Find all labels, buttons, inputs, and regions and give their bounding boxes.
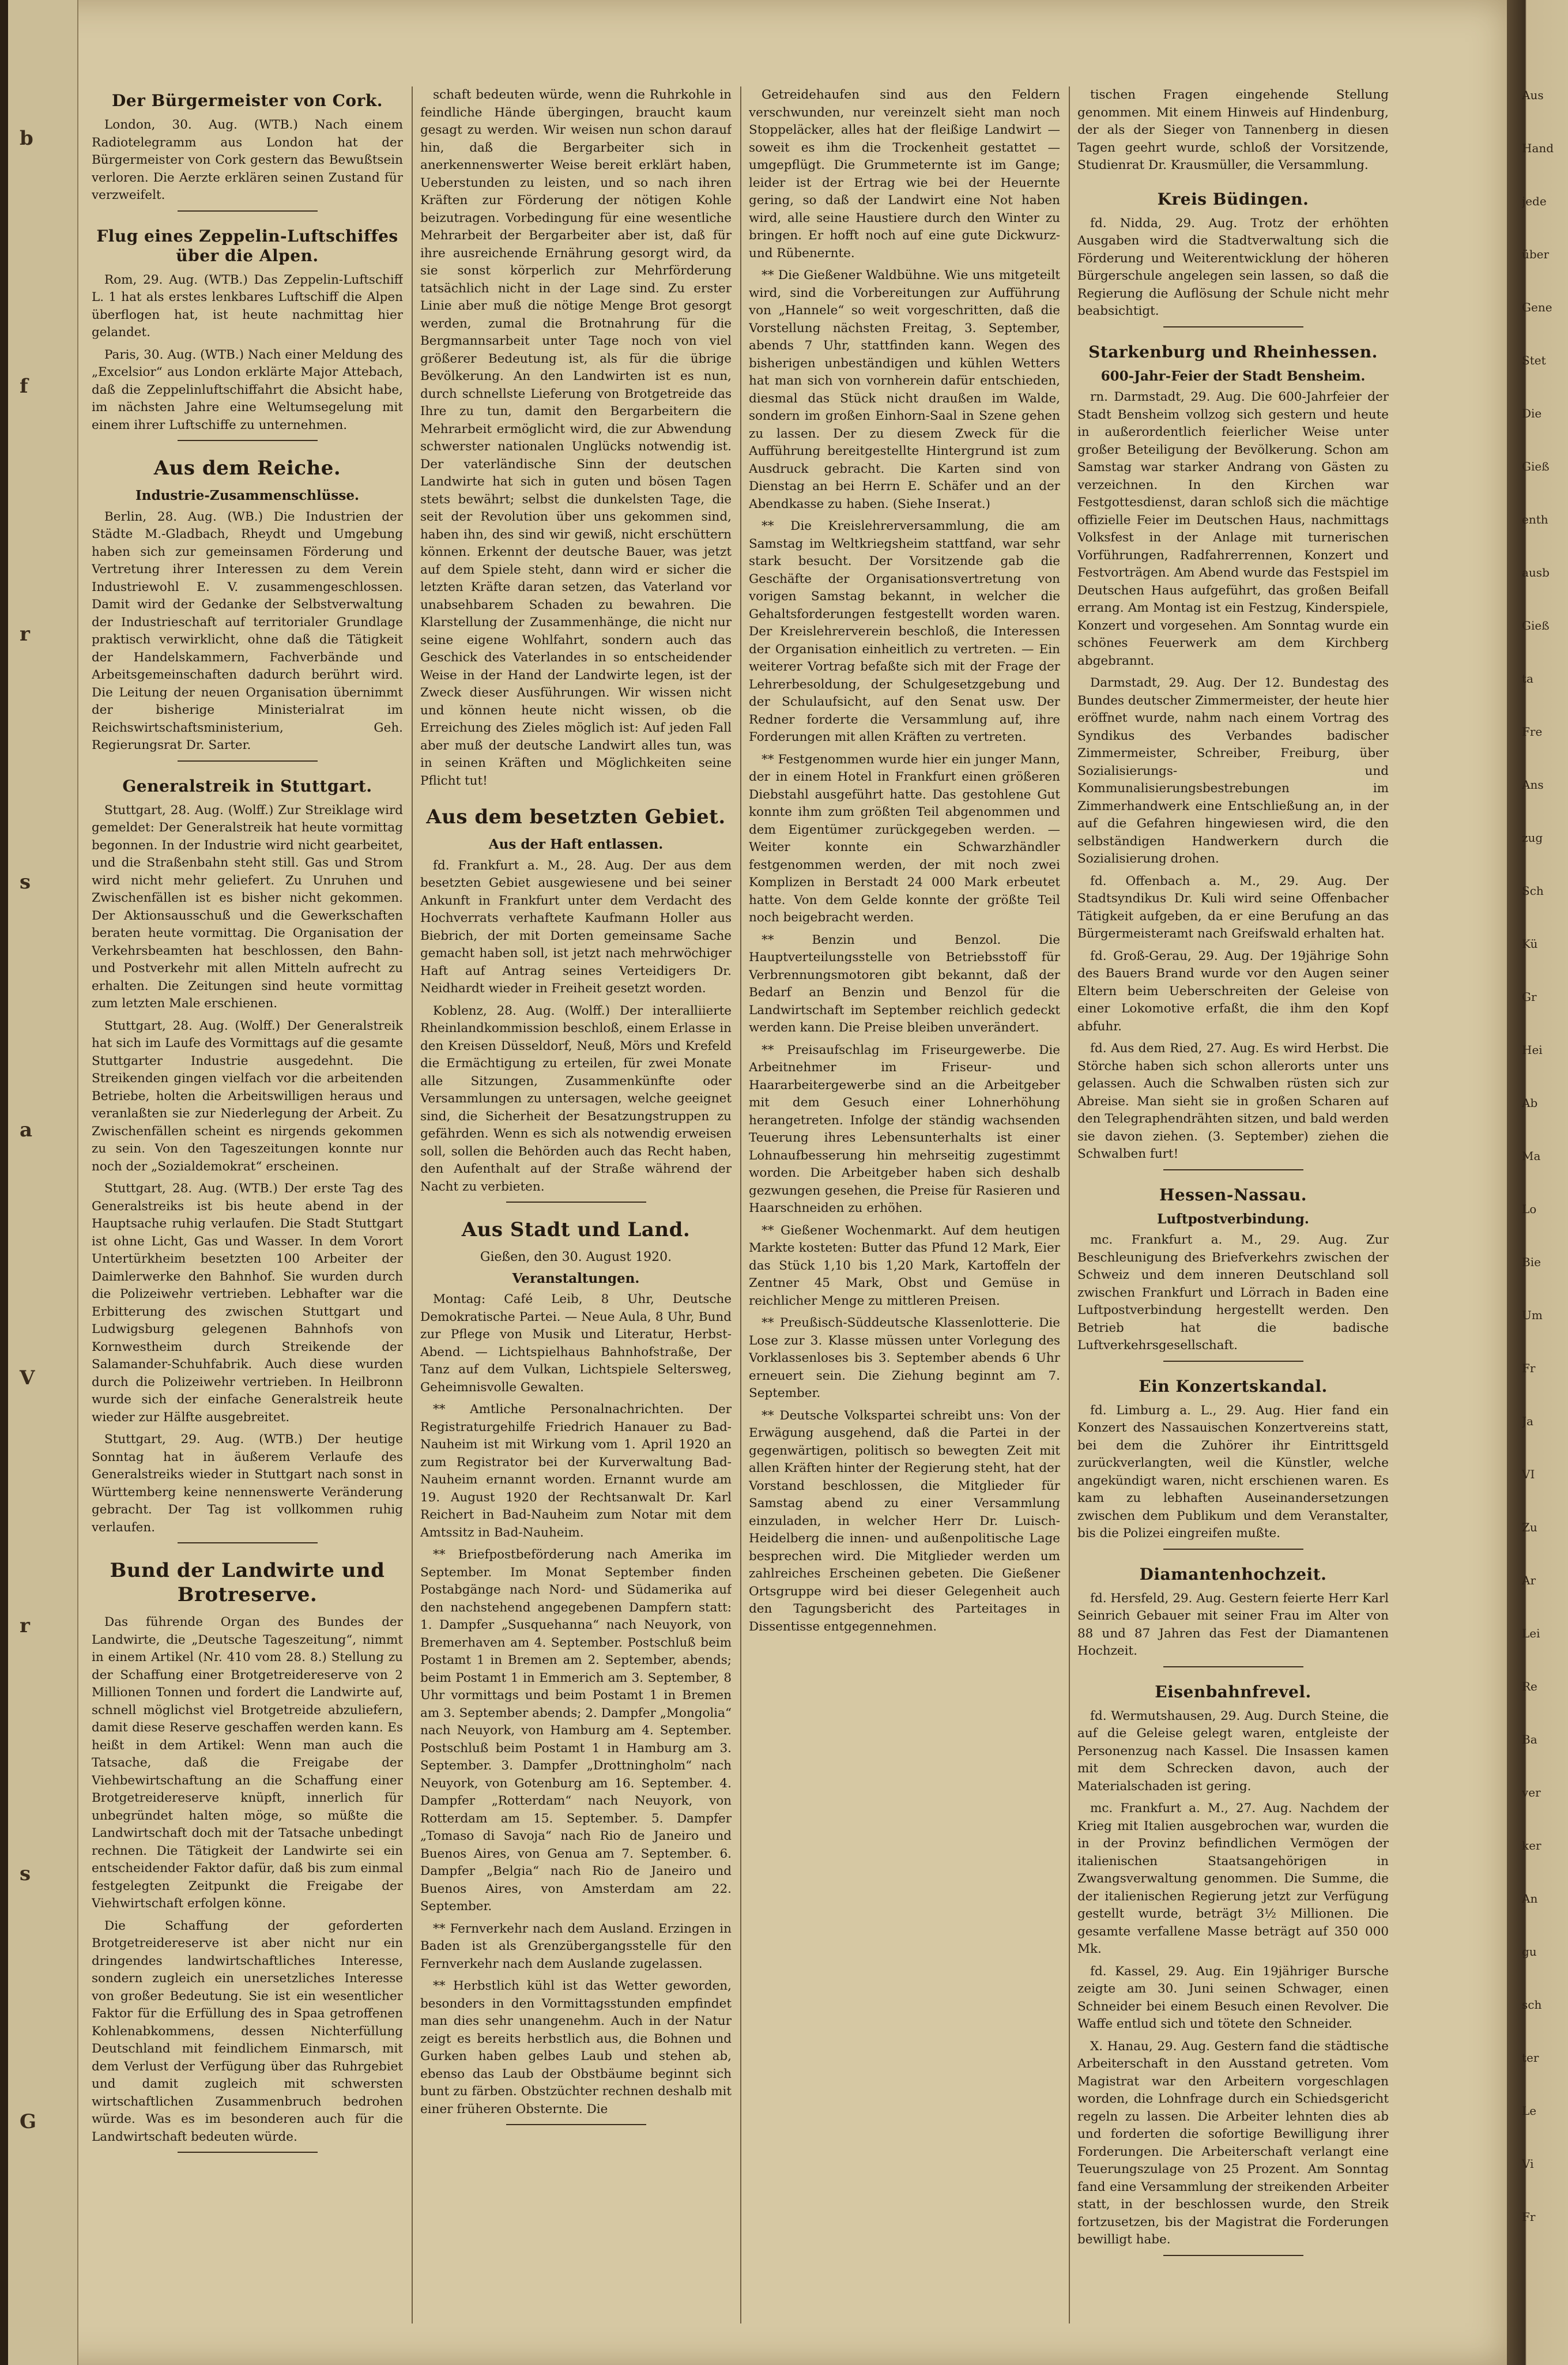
article-paragraph: Paris, 30. Aug. (WTB.) Nach einer Meldung des „Excelsior“ aus London erklärte Major Attebach, daß die Zeppelinluftschiffahrt die Absicht habe, im nächsten Jahre eine Weltumsegelung mit einem ihrer Luftschiffe zu unternehmen. <box>92 347 403 432</box>
article-paragraph: Die Schaffung der geforderten Brotgetreidereserve ist aber nicht nur ein dringendes landwirtschaftliches Interesse, sondern zugleich ein unersetzliches Interesse von großer Bedeutung. Sie ist ein wesentlicher Faktor für die Erfüllung des in Spaa getroffenen Kohlenabkommens, dessen Nichterfüllung Deutschland mit feindlichem Einmarsch, mit dem Verlust der Verfügung über das Ruhrgebiet und damit zugleich mit schwersten wirtschaftlichen Zusammenbruch bedrohen würde. Was es im besonderen auch für die Landwirtschaft bedeuten würde. <box>92 1918 403 2144</box>
fragment-word: über <box>1522 247 1550 261</box>
fragment-word: Bie <box>1522 1255 1541 1269</box>
article-dateline: Gießen, den 30. August 1920. <box>480 1250 672 1264</box>
fragment-word: sch <box>1522 1998 1542 2012</box>
article <box>1077 1565 1389 1667</box>
article <box>92 1558 403 2153</box>
fragment-word: Ba <box>1522 1733 1537 1746</box>
article-rule <box>1163 1361 1303 1362</box>
article-subhead: Luftpostverbindung. <box>1157 1211 1309 1227</box>
fragment-word: Gieß <box>1522 460 1550 473</box>
strip-letter: V <box>20 1366 35 1389</box>
fragment-word: enth <box>1522 513 1548 526</box>
article-paragraph: ** Benzin und Benzol. Die Hauptverteilungsstelle von Betriebsstoff für Verbrennungsmotoren gibt bekannt, daß der Bedarf an Benzin und Benzol für die Landwirtschaft im September reichlich gedeckt werden kann. Die Preise bleiben unverändert. <box>749 932 1060 1035</box>
article <box>92 777 403 1544</box>
article-paragraph: fd. Offenbach a. M., 29. Aug. Der Stadtsyndikus Dr. Kuli wird seine Offenbacher Tätigkeit aufgeben, da er eine Berufung an das Bürgermeisteramt nach Greifswald erhalten hat. <box>1077 873 1389 941</box>
strip-letter: G <box>20 2110 37 2133</box>
article-headline: Hessen-Nassau. <box>1159 1185 1307 1204</box>
article-paragraph: tischen Fragen eingehende Stellung genommen. Mit einem Hinweis auf Hindenburg, der als der Sieger von Tannenberg in diesen Tagen geehrt wurde, schloß der Vorsitzende, Studienrat Dr. Krausmüller, die Versammlung. <box>1077 88 1389 172</box>
article-paragraph: X. Hanau, 29. Aug. Gestern fand die städtische Arbeiterschaft in den Ausstand getreten. Vom Magistrat war den Arbeitern vorgeschlagen worden, die Lohnfrage durch ein Schiedsgericht regeln zu lassen. Die Arbeiter lehnten dies ab und forderten die sofortige Bewilligung ihrer Forderungen. Die Arbeiterschaft verlangt eine Teuerungszulage von 25 Prozent. Am Sonntag fand eine Versammlung der streikenden Arbeiter statt, in der beschlossen wurde, den Streik fortzusetzen, bis der Magistrat die Forderungen bewilligt habe. <box>1077 2039 1389 2247</box>
article-paragraph: Koblenz, 28. Aug. (Wolff.) Der interalliierte Rheinlandkommission beschloß, einem Erlasse in den Kreisen Düsseldorf, Neuß, Mörs und Krefeld die Ermächtigung zu erteilen, für zwei Monate alle Sitzungen, Zusammenkünfte oder Versammlungen zu untersagen, welche geeignet sind, die Sicherheit der Besatzungstruppen zu gefährden. Wenn es sich als notwendig erweisen soll, sollen die Behörden auch das Recht haben, den Aufenthalt auf der Straße während der Nacht zu verbieten. <box>420 1003 732 1194</box>
article-paragraph: ** Die Kreislehrerversammlung, die am Samstag im Weltkriegsheim stattfand, war sehr stark besucht. Der Vorsitzende gab die Geschäfte der Organisationsvertretung von vorigen Samstag bekannt, in welcher die Gehaltsforderungen festgestellt worden waren. Der Kreislehrerverein beschloß, die Interessen der Organisation einheitlich zu vertreten. — Ein weiterer Vortrag befaßte sich mit der Frage der Lehrerbesoldung, der Schulgesetzgebung und der Schulaufsicht, auf den Senat usw. Der Redner forderte die Versammlung auf, ihre Forderungen mit allen Kräften zu vertreten. <box>749 519 1060 744</box>
article-rule <box>1163 1549 1303 1550</box>
strip-letter: s <box>20 1862 31 1885</box>
fragment-word: ausb <box>1522 566 1550 579</box>
article-paragraph: Montag: Café Leib, 8 Uhr, Deutsche Demokratische Partei. — Neue Aula, 8 Uhr, Bund zur Pflege von Musik und Literatur, Herbst-Abend. — Lichtspielhaus Bahnhofstraße, Der Tanz auf dem Vulkan, Lichtspiele Seltersweg, Geheimnisvolle Gewalten. <box>420 1292 732 1395</box>
article-paragraph: ** Briefpostbeförderung nach Amerika im September. Im Monat September finden Postabgänge nach Nord- und Südamerika auf den nachstehend angegebenen Dampfern statt: 1. Dampfer „Susquehanna“ nach Neuyork, von Bremerhaven am 4. September. Postschluß beim Postamt 1 in Bremen am 2. September, abends; beim Postamt 1 in Emmerich am 3. September, 8 Uhr vormittags und beim Postamt 1 in Bremen am 3. September abends; 2. Dampfer „Mongolia“ nach Neuyork, von Hamburg am 4. September. Postschluß beim Postamt 1 in Hamburg am 3. September. 3. Dampfer „Drottningholm“ nach Neuyork, von Gotenburg am 16. September. 4. Dampfer „Rotterdam“ nach Neuyork, von Rotterdam am 15. September. 5. Dampfer „Tomaso di Savoja“ nach Rio de Janeiro und Buenos Aires, von Genua am 7. September. 6. Dampfer „Belgia“ nach Rio de Janeiro und Buenos Aires, von Amsterdam am 22. September. <box>420 1547 732 1914</box>
fragment-word: ver <box>1522 1786 1541 1799</box>
article-paragraph: schaft bedeuten würde, wenn die Ruhrkohle in feindliche Hände übergingen, braucht kaum gesagt zu werden. Wir weisen nun schon darauf hin, daß die Bergarbeiter sich in anerkennenswerter Weise bereit erklärt haben, Ueberstunden zu leisten, und so nach ihren Kräften zur Förderung der nötigen Kohle beizutragen. Vorbedingung für eine wesentliche Mehrarbeit der Bergarbeiter aber ist, daß für ihre ausreichende Ernährung gesorgt wird, da sie sonst körperlich zur Mehrförderung tatsächlich nicht in der Lage sind. Zu erster Linie aber muß die nötige Menge Brot gesorgt werden, zumal die Brotnahrung für die Bergmannsarbeit unter Tage noch von viel größerer Bedeutung ist, als für die übrige Bevölkerung. An den Landwirten ist es nun, durch schnellste Lieferung von Brotgetreide das Ihre zu tun, damit den Bergarbeitern die Mehrarbeit ermöglicht wird, die zur Abwendung schwerster nationalen Unglücks notwendig ist. Der vaterländische Sinn der deutschen Landwirte hat sich in guten und bösen Tagen stets bewährt; selbst die dunkelsten Tage, die seit der Revolution über uns gekommen sind, haben ihn, des sind wir gewiß, nicht erschüttern können. Erkennt der deutsche Bauer, was jetzt auf dem Spiele steht, dann wird er sicher die letzten Kräfte daran setzen, das Vaterland vor unabsehbarem Schaden zu bewahren. Die Klarstellung der Zusammenhänge, die nicht nur seine eigene Wohlfahrt, sondern auch das Geschick des Vaterlandes in so entscheidender Weise in der Hand der Landwirte legen, ist der Zweck dieser Ausführungen. Wir wissen nicht und können heute nicht wissen, ob die Erreichung des Zieles möglich ist: Auf jeden Fall aber muß der deutsche Landwirt alles tun, was in seinen Kräften und Möglichkeiten seine Pflicht tut! <box>420 88 732 788</box>
article-rule <box>1163 1666 1303 1667</box>
fragment-word: Lei <box>1522 1626 1540 1640</box>
fragment-word: Aus <box>1522 88 1544 102</box>
column-4 <box>1077 86 1389 2335</box>
article-paragraph: fd. Groß-Gerau, 29. Aug. Der 19jährige Sohn des Bauers Brand wurde vor den Augen seiner Eltern beim Ueberschreiten der Geleise von einer Lokomotive erfaßt, die ihm den Kopf abfuhr. <box>1077 948 1389 1034</box>
article-rule <box>506 2124 646 2125</box>
fragment-word: VI <box>1522 1467 1535 1481</box>
article <box>420 805 732 1203</box>
article <box>1077 190 1389 327</box>
newspaper-page <box>8 0 1507 2365</box>
article <box>420 1218 732 2125</box>
article-rule <box>506 1202 646 1203</box>
article <box>1077 1682 1389 2256</box>
strip-letter: r <box>20 1614 30 1637</box>
article-headline: Bund der Landwirte und Brotreserve. <box>110 1559 385 1606</box>
article-headline: Diamantenhochzeit. <box>1139 1564 1327 1584</box>
article-paragraph: Das führende Organ des Bundes der Landwirte, die „Deutsche Tageszeitung“, nimmt in einem Artikel (Nr. 410 vom 28. 8.) Stellung zu der Schaffung einer Brotgetreidereserve von 2 Millionen Tonnen und fordert die Landwirte auf, schnell möglichst viel Brotgetreide abzuliefern, damit diese Reserve geschaffen werden kann. Es heißt in dem Artikel: Wenn man auch die Tatsache, daß die Freigabe der Viehbewirtschaftung an die Schaffung einer Brotgetreidereserve knüpft, innerlich für unbegründet halten möge, so müßte die Landwirtschaft doch mit der Tatsache unbedingt rechnen. Die Tätigkeit der Landwirte sei ein entscheidender Faktor dafür, daß bis zum einmal festgelegten Zeitpunkt die Freigabe der Viehwirtschaft erfolgen könne. <box>92 1615 403 1911</box>
column-divider <box>412 86 413 2323</box>
fragment-word: ter <box>1522 2051 1539 2065</box>
fragment-word: Die <box>1522 406 1542 420</box>
strip-letter: a <box>20 1119 33 1142</box>
fragment-word: Ab <box>1522 1096 1538 1110</box>
fragment-word: Re <box>1522 1679 1537 1693</box>
fragment-word: Fre <box>1522 725 1543 739</box>
article-paragraph: fd. Wermutshausen, 29. Aug. Durch Steine, die auf die Geleise gelegt waren, entgleiste der Personenzug nach Kassel. Die Insassen kamen mit dem Schrecken davon, auch der Materialschaden ist gering. <box>1077 1708 1389 1794</box>
fragment-word: Gieß <box>1522 619 1550 632</box>
fragment-word: Ma <box>1522 1149 1541 1163</box>
article-headline: Generalstreik in Stuttgart. <box>122 776 372 796</box>
article-paragraph: mc. Frankfurt a. M., 29. Aug. Zur Beschleunigung des Briefverkehrs zwischen der Schweiz und dem inneren Deutschland soll zwischen Frankfurt und Lörrach in Baden eine Luftpostverbindung hergestellt werden. Den Betrieb hat die badische Luftverkehrsgesellschaft. <box>1077 1233 1389 1353</box>
fragment-word: ker <box>1522 1839 1541 1852</box>
article-paragraph: Rom, 29. Aug. (WTB.) Das Zeppelin-Luftschiff L. 1 hat als erstes lenkbares Luftschiff die Alpen überflogen hat, ist heute nachmittag hier gelandet. <box>92 272 403 340</box>
article-paragraph: Stuttgart, 29. Aug. (WTB.) Der heutige Sonntag hat in äußerem Verlaufe des Generalstreiks wieder in Stuttgart nach sonst in Württemberg keine nennenswerte Veränderung gebracht. Der Tag ist vollkommen ruhig verlaufen. <box>92 1432 403 1535</box>
fragment-word: Ja <box>1522 1414 1533 1428</box>
fragment-word: gu <box>1522 1945 1537 1959</box>
article <box>1077 86 1389 175</box>
article <box>749 86 1060 1636</box>
article-paragraph: ** Amtliche Personalnachrichten. Der Registraturgehilfe Friedrich Hanauer zu Bad-Nauheim ist mit Wirkung vom 1. April 1920 an zum Registrator bei der Kurverwaltung Bad-Nauheim ernannt worden. Ernannt wurde am 19. August 1920 der Rechtsanwalt Dr. Karl Reichert in Bad-Nauheim zum Notar mit dem Amtssitz in Bad-Nauheim. <box>420 1402 732 1540</box>
article-subhead: Industrie-Zusammenschlüsse. <box>135 488 359 503</box>
article-paragraph: fd. Hersfeld, 29. Aug. Gestern feierte Herr Karl Seinrich Gebauer mit seiner Frau im Alter von 88 und 87 Jahren das Fest der Diamantenen Hochzeit. <box>1077 1591 1389 1658</box>
article-subhead: Veranstaltungen. <box>512 1270 640 1286</box>
fragment-word: Fr <box>1522 2210 1536 2224</box>
strip-letter: r <box>20 623 30 646</box>
column-1 <box>92 86 403 2335</box>
article-subhead: Aus der Haft entlassen. <box>488 837 664 852</box>
article <box>1077 1377 1389 1550</box>
column-divider <box>740 86 741 2323</box>
strip-letter: b <box>20 127 33 150</box>
article-paragraph: ** Gießener Wochenmarkt. Auf dem heutigen Markte kosteten: Butter das Pfund 12 Mark, Eier das Stück 1,10 bis 1,20 Mark, Kartoffeln der Zentner 45 Mark, Obst und Gemüse in reichlicher Menge zu mittleren Preisen. <box>749 1223 1060 1308</box>
column-3 <box>749 86 1060 2335</box>
fragment-word: Ar <box>1522 1573 1536 1587</box>
article-rule <box>1163 1169 1303 1170</box>
article-headline: Der Bürgermeister von Cork. <box>111 91 383 110</box>
fragment-word: Stet <box>1522 353 1546 367</box>
article-headline: Aus dem Reiche. <box>153 457 341 480</box>
fragment-word: Hei <box>1522 1043 1543 1057</box>
article-paragraph: fd. Nidda, 29. Aug. Trotz der erhöhten Ausgaben wird die Stadtverwaltung sich die Förderung und Weiterentwicklung der höheren Bürgerschule angelegen sein lassen, so daß die Regierung die Auflösung der Schule nicht mehr beabsichtigt. <box>1077 216 1389 318</box>
fragment-word: Zu <box>1522 1520 1537 1534</box>
fragment-word: Kü <box>1522 937 1538 951</box>
fragment-word: Vi <box>1522 2157 1534 2171</box>
fragment-word: jede <box>1522 194 1547 208</box>
fragment-word: ta <box>1522 672 1533 686</box>
article-headline: Ein Konzertskandal. <box>1139 1376 1328 1396</box>
adjacent-page-edge <box>8 0 78 2365</box>
article-headline: Aus Stadt und Land. <box>461 1218 691 1241</box>
article-paragraph: Stuttgart, 28. Aug. (WTB.) Der erste Tag des Generalstreiks ist bis heute abend in der Hauptsache ruhig verlaufen. Die Stadt Stuttgart ist ohne Licht, Gas und Wasser. In dem Vorort Untertürkheim besetzten 100 Arbeiter der Daimlerwerke den Bahnhof. Sie wurden durch die Polizeiwehr vertrieben. Lebhafter war die Erbitterung des zwischen Stuttgart und Ludwigsburg gelegenen Bahnhofs von Kornwestheim durch Streikende der Salamander-Schuhfabrik. Auch diese wurden durch die Polizeiwehr vertrieben. In Heilbronn wurde sich der einfache Generalstreik heute wieder zur Hälfte ausgebreitet. <box>92 1181 403 1425</box>
article <box>420 86 732 790</box>
article <box>1077 1185 1389 1362</box>
article <box>92 227 403 442</box>
article-paragraph: ** Preußisch-Süddeutsche Klassenlotterie. Die Lose zur 3. Klasse müssen unter Vorlegung des Vorklassenloses bis 3. September abends 6 Uhr erneuert sein. Die Ziehung beginnt am 7. September. <box>749 1316 1060 1400</box>
next-page-fragment <box>1522 86 1562 2335</box>
article-paragraph: ** Herbstlich kühl ist das Wetter geworden, besonders in den Vormittagsstunden empfindet man dies sehr unangenehm. Auch in der Natur zeigt es bereits herbstlich aus, die Bohnen und Gurken haben gelbes Laub und stehen ab, ebenso das Laub der Obstbäume beginnt sich bunt zu färben. Obstzüchter rechnen deshalb mit einer früheren Obsternte. Die <box>420 1979 732 2117</box>
article-rule <box>178 440 318 441</box>
article-paragraph: ** Deutsche Volkspartei schreibt uns: Von der Erwägung ausgehend, daß die Partei in der gegenwärtigen, politisch so bewegten Zeit mit allen Kräften hinter der Regierung steht, hat der Vorstand beschlossen, die Mitglieder für Samstag abend zu einer Versammlung einzuladen, in welcher Herr Dr. Luisch-Heidelberg die innen- und außenpolitische Lage besprechen wird. Die Mitglieder werden um zahlreiches Erscheinen gebeten. Die Gießener Ortsgruppe wird bei dieser Gelegenheit auch den Tagungsbericht des Parteitages in Dissentisse entgegennehmen. <box>749 1408 1060 1634</box>
fragment-word: zug <box>1522 831 1543 845</box>
article-paragraph: fd. Kassel, 29. Aug. Ein 19jähriger Bursche zeigte am 30. Juni seinen Schwager, einen Schneider bei einem Besuch einen Revolver. Die Waffe entlud sich und tötete den Schneider. <box>1077 1964 1389 2031</box>
article-subhead: 600-Jahr-Feier der Stadt Bensheim. <box>1100 368 1366 384</box>
column-divider <box>1069 86 1070 2323</box>
article-paragraph: fd. Limburg a. L., 29. Aug. Hier fand ein Konzert des Nassauischen Konzertvereins statt, bei dem die Zuhörer ihr Eintrittsgeld zurückverlangten, weil die Künstler, welche angekündigt waren, nicht erschienen waren. Es kam zu lebhaften Auseinandersetzungen zwischen dem Publikum und dem Veranstalter, bis die Polizei eingreifen mußte. <box>1077 1403 1389 1541</box>
fragment-word: Lo <box>1522 1202 1537 1216</box>
article-paragraph: Stuttgart, 28. Aug. (Wolff.) Der Generalstreik hat sich im Laufe des Vormittags auf die gesamte Stuttgarter Industrie ausgedehnt. Die Streikenden gingen vielfach vor die arbeitenden Betriebe, holten die Arbeitswilligen heraus und veranlaßten sie zur Niederlegung der Arbeit. Zu Zwischenfällen scheint es nirgends gekommen zu sein. Von den Tageszeitungen konnte nur noch der „Sozialdemokrat“ erscheinen. <box>92 1018 403 1174</box>
article <box>92 91 403 212</box>
article-headline: Aus dem besetzten Gebiet. <box>426 805 726 828</box>
article-headline: Eisenbahnfrevel. <box>1155 1682 1311 1701</box>
fragment-word: Fr <box>1522 1361 1536 1375</box>
article-rule <box>178 760 318 762</box>
article <box>92 456 403 762</box>
article-paragraph: rn. Darmstadt, 29. Aug. Die 600-Jahrfeier der Stadt Bensheim vollzog sich gestern und heute in außerordentlich feierlicher Weise unter großer Beteiligung der Bevölkerung. Schon am Samstag war starker Andrang von Gästen zu verzeichnen. In den Kirchen war Festgottesdienst, daran schloß sich die mächtige offizielle Feier im Deutschen Haus, nachmittags Volksfest in der Anlage mit turnerischen Vorführungen, Radfahrerrennen, Konzert und Festvorträgen. Am Abend wurde das Festspiel im Deutschen Haus aufgeführt, das großen Beifall errang. Am Montag ist ein Festzug, Kinderspiele, Konzert und vorgesehen. Am Sonntag wurde ein schönes Feuerwerk am dem Kirchberg abgebrannt. <box>1077 390 1389 668</box>
article-rule <box>1163 2255 1303 2256</box>
fragment-word: Gene <box>1522 300 1552 314</box>
article-paragraph: Getreidehaufen sind aus den Feldern verschwunden, nur vereinzelt sieht man noch Stoppeläcker, alles hat der fleißige Landwirt — soweit es ihm die Trockenheit gestattet — umgepflügt. Die Grummeternte ist im Gange; leider ist der Ertrag wie bei der Heuernte gering, so daß der Landwirt eine Not haben wird, alle seine Haustiere durch den Winter zu bringen. Er hofft noch auf eine gute Dickwurz- und Rübenernte. <box>749 88 1060 261</box>
article-rule <box>1163 326 1303 327</box>
article-headline: Kreis Büdingen. <box>1157 189 1309 209</box>
article-headline: Flug eines Zeppelin-Luftschiffes über die Alpen. <box>96 226 398 265</box>
article-paragraph: Berlin, 28. Aug. (WB.) Die Industrien der Städte M.-Gladbach, Rheydt und Umgebung haben sich zur gemeinsamen Förderung und Vertretung ihrer Interessen zu dem Verein Industriewohl E. V. zusammengeschlossen. Damit wird der Gedanke der Selbstverwaltung der Industrieschaft auf territorialer Grundlage praktisch verwirklicht, ohne daß die Tätigkeit der Handelskammern, Fachverbände und Arbeitsgemeinschaften dadurch berührt wird. Die Leitung der neuen Organisation übernimmt der bisherige Ministerialrat im Reichswirtschaftsministerium, Geh. Regierungsrat Dr. Sarter. <box>92 509 403 752</box>
column-2 <box>420 86 732 2335</box>
article-rule <box>178 2152 318 2153</box>
article-paragraph: fd. Frankfurt a. M., 28. Aug. Der aus dem besetzten Gebiet ausgewiesene und bei seiner Ankunft in Frankfurt unter dem Verdacht des Hochverrats verhaftete Kaufmann Holler aus Biebrich, der mit Dorten gemeinsame Sache gemacht haben soll, ist jetzt nach mehrwöchiger Haft auf Antrag seines Verteidigers Dr. Neidhardt wieder in Freiheit gesetzt worden. <box>420 858 732 996</box>
article-paragraph: mc. Frankfurt a. M., 27. Aug. Nachdem der Krieg mit Italien ausgebrochen war, wurden die in der Provinz befindlichen Vermögen der italienischen Staatsangehörigen in Zwangsverwaltung genommen. Die Summe, die der italienischen Regierung jetzt zur Verfügung gestellt wurde, beträgt 3½ Millionen. Die gesamte verfallene Masse beträgt auf 350 000 Mk. <box>1077 1801 1389 1956</box>
fragment-word: Gr <box>1522 990 1537 1004</box>
article-paragraph: Darmstadt, 29. Aug. Der 12. Bundestag des Bundes deutscher Zimmermeister, der heute hier eröffnet wurde, nahm nach einem Vortrag des Syndikus des Verbandes badischer Zimmermeister, Schreiber, Freiburg, über Sozialisierungs- und Kommunalisierungsbestrebungen im Zimmerhandwerk eine Entschließung an, in der auf die Gefahren hingewiesen wird, die den selbständigen Handwerkern durch die Sozialisierung drohen. <box>1077 676 1389 866</box>
article-paragraph: London, 30. Aug. (WTB.) Nach einem Radiotelegramm aus London hat der Bürgermeister von Cork gestern das Bewußtsein verloren. Die Aerzte erklären seinen Zustand für verzweifelt. <box>92 118 403 202</box>
article-paragraph: Stuttgart, 28. Aug. (Wolff.) Zur Streiklage wird gemeldet: Der Generalstreik hat heute vormittag begonnen. In der Industrie wird nicht gearbeitet, und die Straßenbahn steht still. Gas und Strom wird nicht mehr geliefert. Zu Unruhen und Zwischenfällen ist es bisher nicht gekommen. Der Aktionsausschuß und die Gewerkschaften beraten heute vormittag. Die Organisation der Verkehrsbeamten hat beschlossen, den Bahn- und Postverkehr mit allen Mitteln aufrecht zu erhalten. Die Zeitungen sind heute vormittag zum letzten Male erschienen. <box>92 803 403 1011</box>
fragment-word: Le <box>1522 2104 1537 2118</box>
article-paragraph: ** Fernverkehr nach dem Ausland. Erzingen in Baden ist als Grenzübergangsstelle für den Fernverkehr nach dem Auslande zugelassen. <box>420 1921 732 1971</box>
fragment-word: Um <box>1522 1308 1543 1322</box>
article-paragraph: ** Die Gießener Waldbühne. Wie uns mitgeteilt wird, sind die Vorbereitungen zur Aufführung von „Hannele“ so weit vorgeschritten, daß die Vorstellung nächsten Freitag, 3. September, abends 7 Uhr, stattfinden kann. Wegen des bisherigen unbeständigen und kühlen Wetters hat man sich von vornherein dafür entschieden, diesmal das Stück nicht draußen im Walde, sondern im großen Einhorn-Saal in Szene gehen zu lassen. Der zu diesem Zweck für die Aufführung bereitgestellte Hintergrund ist zum Ausdruck gebracht. Die Karten sind von Dienstag an bei Herrn E. Schäfer und an der Abendkasse zu haben. (Siehe Inserat.) <box>749 268 1060 511</box>
fragment-word: Hand <box>1522 141 1554 155</box>
fragment-word: Ans <box>1522 778 1544 792</box>
fragment-word: An <box>1522 1892 1538 1905</box>
article-rule <box>178 210 318 212</box>
strip-letter: f <box>20 375 28 398</box>
fragment-word: Sch <box>1522 884 1544 898</box>
article-headline: Starkenburg und Rheinhessen. <box>1088 342 1378 361</box>
article-paragraph: ** Preisaufschlag im Friseurgewerbe. Die Arbeitnehmer im Friseur- und Haararbeitergewerbe sind an die Arbeitgeber mit dem Gesuch einer Lohnerhöhung herangetreten. Infolge der ständig wachsenden Teuerung ihres Lebensunterhalts ist einer Lohnaufbesserung hin mehrseitig zugestimmt worden. Die Arbeitgeber haben sich deshalb gezwungen gesehen, die Preise für Rasieren und Haarschneiden zu erhöhen. <box>749 1042 1060 1215</box>
article-paragraph: fd. Aus dem Ried, 27. Aug. Es wird Herbst. Die Störche haben sich schon allerorts unter uns gelassen. Auch die Schwalben rüsten sich zur Abreise. Man sieht sie in großen Scharen auf den Telegraphendrähten sitzen, und bald werden sie davon ziehen. (3. September) ziehen die Schwalben furt! <box>1077 1041 1389 1161</box>
strip-letter: s <box>20 871 31 894</box>
article-paragraph: ** Festgenommen wurde hier ein junger Mann, der in einem Hotel in Frankfurt einen größeren Diebstahl ausgeführt hatte. Das gestohlene Gut konnte ihm zum größten Teil abgenommen und dem Eigentümer zurückgegeben werden. — Weiter konnte ein Schwarzhändler festgenommen werden, der mit noch zwei Komplizen in Berstadt 24 000 Mark erbeutet hatte. Von dem Gelde konnte der größte Teil noch beigebracht werden. <box>749 752 1060 925</box>
article-rule <box>178 1542 318 1543</box>
article <box>1077 342 1389 1170</box>
